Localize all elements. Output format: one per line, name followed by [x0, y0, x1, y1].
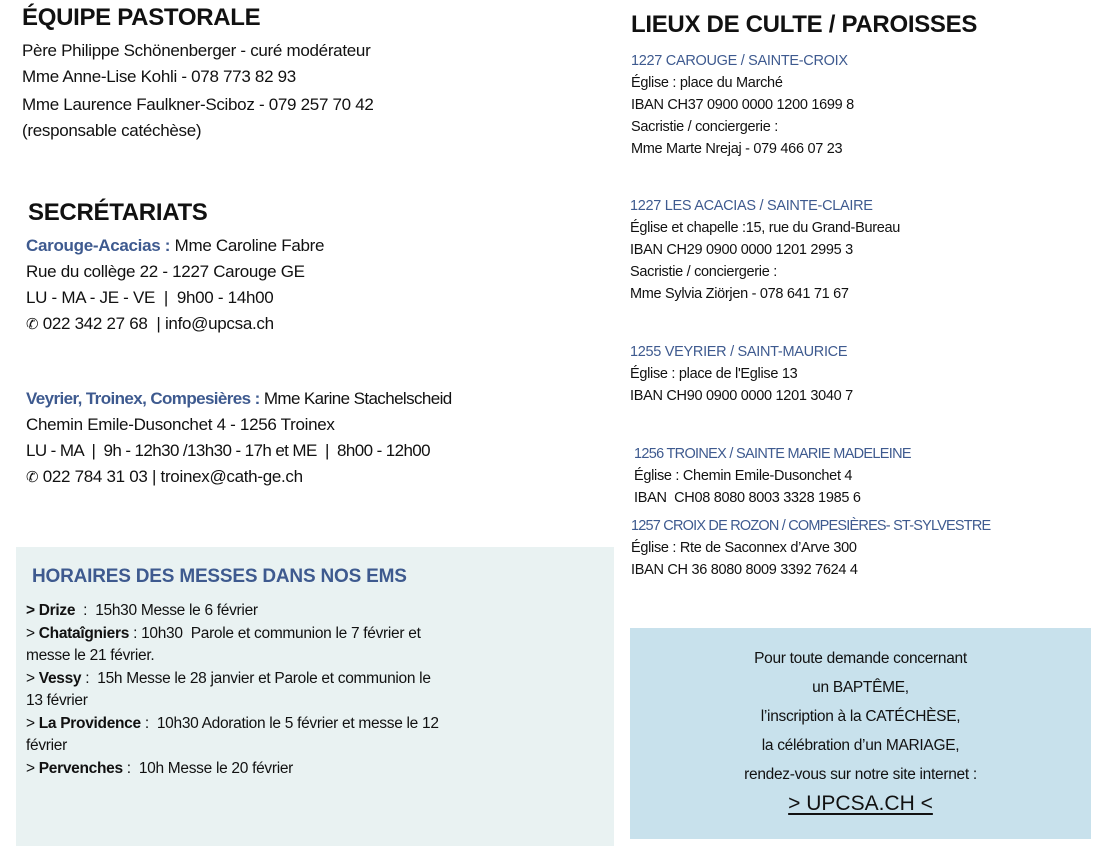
info-line: la célébration d’un MARIAGE,	[761, 737, 960, 754]
equipe-line: (responsable catéchèse)	[22, 121, 202, 140]
parish-acacias	[630, 195, 900, 305]
secretariat-address: Chemin Emile-Dusonchet 4 - 1256 Troinex	[26, 415, 335, 434]
equipe-title: ÉQUIPE PASTORALE	[22, 4, 261, 31]
phone-icon: ✆	[26, 468, 39, 486]
parish-title: 1257 CROIX DE ROZON / COMPESIÈRES- ST-SYLVESTRE	[631, 518, 991, 534]
parish-line: IBAN CH 36 8080 8009 3392 7624 4	[631, 562, 858, 578]
parish-line: Sacristie / conciergerie :	[631, 119, 778, 135]
equipe-line: Mme Anne-Lise Kohli - 078 773 82 93	[22, 67, 296, 86]
ems-list	[26, 600, 439, 780]
ems-name: Drize	[38, 602, 76, 619]
ems-prefix: >	[26, 759, 39, 777]
ems-prefix: >	[26, 714, 39, 732]
parish-line: Mme Marte Nrejaj - 079 466 07 23	[631, 141, 843, 157]
parish-line: Sacristie / conciergerie :	[630, 264, 777, 280]
secretariat-name: Mme Caroline Fabre	[174, 236, 325, 255]
ems-item	[26, 758, 439, 781]
ems-item	[26, 713, 439, 758]
parish-troinex	[634, 443, 911, 509]
info-line: rendez-vous sur notre site internet :	[744, 766, 977, 783]
phone-icon: ✆	[26, 315, 39, 333]
parish-line: Mme Sylvia Ziörjen - 078 641 71 67	[630, 286, 849, 302]
ems-prefix: >	[26, 602, 39, 619]
secretariat-phone[interactable]: 022 342 27 68	[42, 314, 148, 333]
secretariat-name: Mme Karine Stachelscheid	[263, 389, 452, 408]
info-panel	[630, 628, 1091, 839]
info-line: l’inscription à la CATÉCHÈSE,	[760, 708, 961, 725]
ems-item	[26, 668, 439, 713]
ems-sep: :	[140, 714, 157, 732]
parish-line: IBAN CH29 0900 0000 1201 2995 3	[630, 242, 853, 258]
parish-title: 1256 TROINEX / SAINTE MARIE MADELEINE	[634, 446, 911, 462]
secretariat-email[interactable]: | troinex@cath-ge.ch	[151, 467, 303, 486]
info-line: Pour toute demande concernant	[754, 650, 967, 667]
lieux-title: LIEUX DE CULTE / PAROISSES	[631, 11, 978, 38]
equipe-list	[22, 38, 374, 144]
parish-line: Église : place du Marché	[631, 75, 783, 91]
secretariat-hours: LU - MA - JE - VE | 9h00 - 14h00	[26, 288, 274, 307]
secretariat-veyrier	[26, 386, 452, 490]
parish-line: Église et chapelle :15, rue du Grand-Bureau	[630, 220, 901, 236]
ems-continuation: 13 février	[26, 692, 88, 709]
parish-line: IBAN CH08 8080 8003 3328 1985 6	[634, 490, 861, 506]
website-link[interactable]: > UPCSA.CH <	[788, 792, 933, 815]
secretariat-label: Veyrier, Troinex, Compesières :	[26, 389, 260, 408]
ems-continuation: messe le 21 février.	[26, 647, 155, 664]
parish-line: IBAN CH90 0900 0000 1201 3040 7	[630, 388, 853, 404]
secretariats-title: SECRÉTARIATS	[28, 199, 208, 226]
ems-sep: :	[75, 602, 96, 619]
ems-prefix: >	[26, 669, 39, 687]
parish-carouge	[631, 50, 854, 160]
ems-sep: :	[122, 759, 139, 777]
ems-name: Vessy	[38, 669, 82, 687]
parish-line: IBAN CH37 0900 0000 1200 1699 8	[631, 97, 854, 113]
equipe-line: Père Philippe Schönenberger - curé modérateur	[22, 41, 371, 60]
secretariat-phone[interactable]: 022 784 31 03	[42, 467, 148, 486]
ems-title: HORAIRES DES MESSES DANS NOS EMS	[32, 566, 407, 587]
ems-text: 10h30 Parole et communion le 7 février et	[141, 624, 421, 642]
ems-name: Pervenches	[38, 759, 123, 777]
secretariat-email[interactable]: | info@upcsa.ch	[156, 314, 274, 333]
secretariat-hours: LU - MA | 9h - 12h30 /13h30 - 17h et ME | 8h00 - 12h00	[26, 441, 431, 460]
parish-title: 1227 LES ACACIAS / SAINTE-CLAIRE	[630, 198, 873, 214]
ems-continuation: février	[26, 737, 67, 754]
info-line: un BAPTÊME,	[812, 679, 909, 696]
ems-sep: :	[129, 624, 142, 642]
parish-veyrier	[630, 341, 853, 407]
ems-prefix: >	[26, 624, 39, 642]
secretariat-label: Carouge-Acacias :	[26, 236, 171, 255]
ems-name: La Providence	[38, 714, 141, 732]
equipe-line: Mme Laurence Faulkner-Sciboz - 079 257 70 42	[22, 95, 374, 114]
ems-sep: :	[81, 669, 98, 687]
ems-text: 10h30 Adoration le 5 février et messe le 12	[156, 714, 439, 732]
parish-line: Église : Rte de Saconnex d’Arve 300	[631, 540, 857, 556]
secretariat-carouge	[26, 233, 324, 337]
ems-name: Chataîgniers	[38, 624, 130, 642]
ems-item	[26, 623, 439, 668]
parish-title: 1255 VEYRIER / SAINT-MAURICE	[630, 344, 848, 360]
ems-item	[26, 600, 439, 623]
parish-title: 1227 CAROUGE / SAINTE-CROIX	[631, 53, 848, 69]
parish-croix-de-rozon	[631, 515, 990, 581]
ems-text: 15h Messe le 28 janvier et Parole et communion le	[97, 669, 431, 687]
parish-line: Église : Chemin Emile-Dusonchet 4	[634, 468, 853, 484]
parish-line: Église : place de l'Eglise 13	[630, 366, 798, 382]
ems-text: 10h Messe le 20 février	[138, 759, 294, 777]
secretariat-address: Rue du collège 22 - 1227 Carouge GE	[26, 262, 305, 281]
ems-text: 15h30 Messe le 6 février	[95, 602, 258, 619]
